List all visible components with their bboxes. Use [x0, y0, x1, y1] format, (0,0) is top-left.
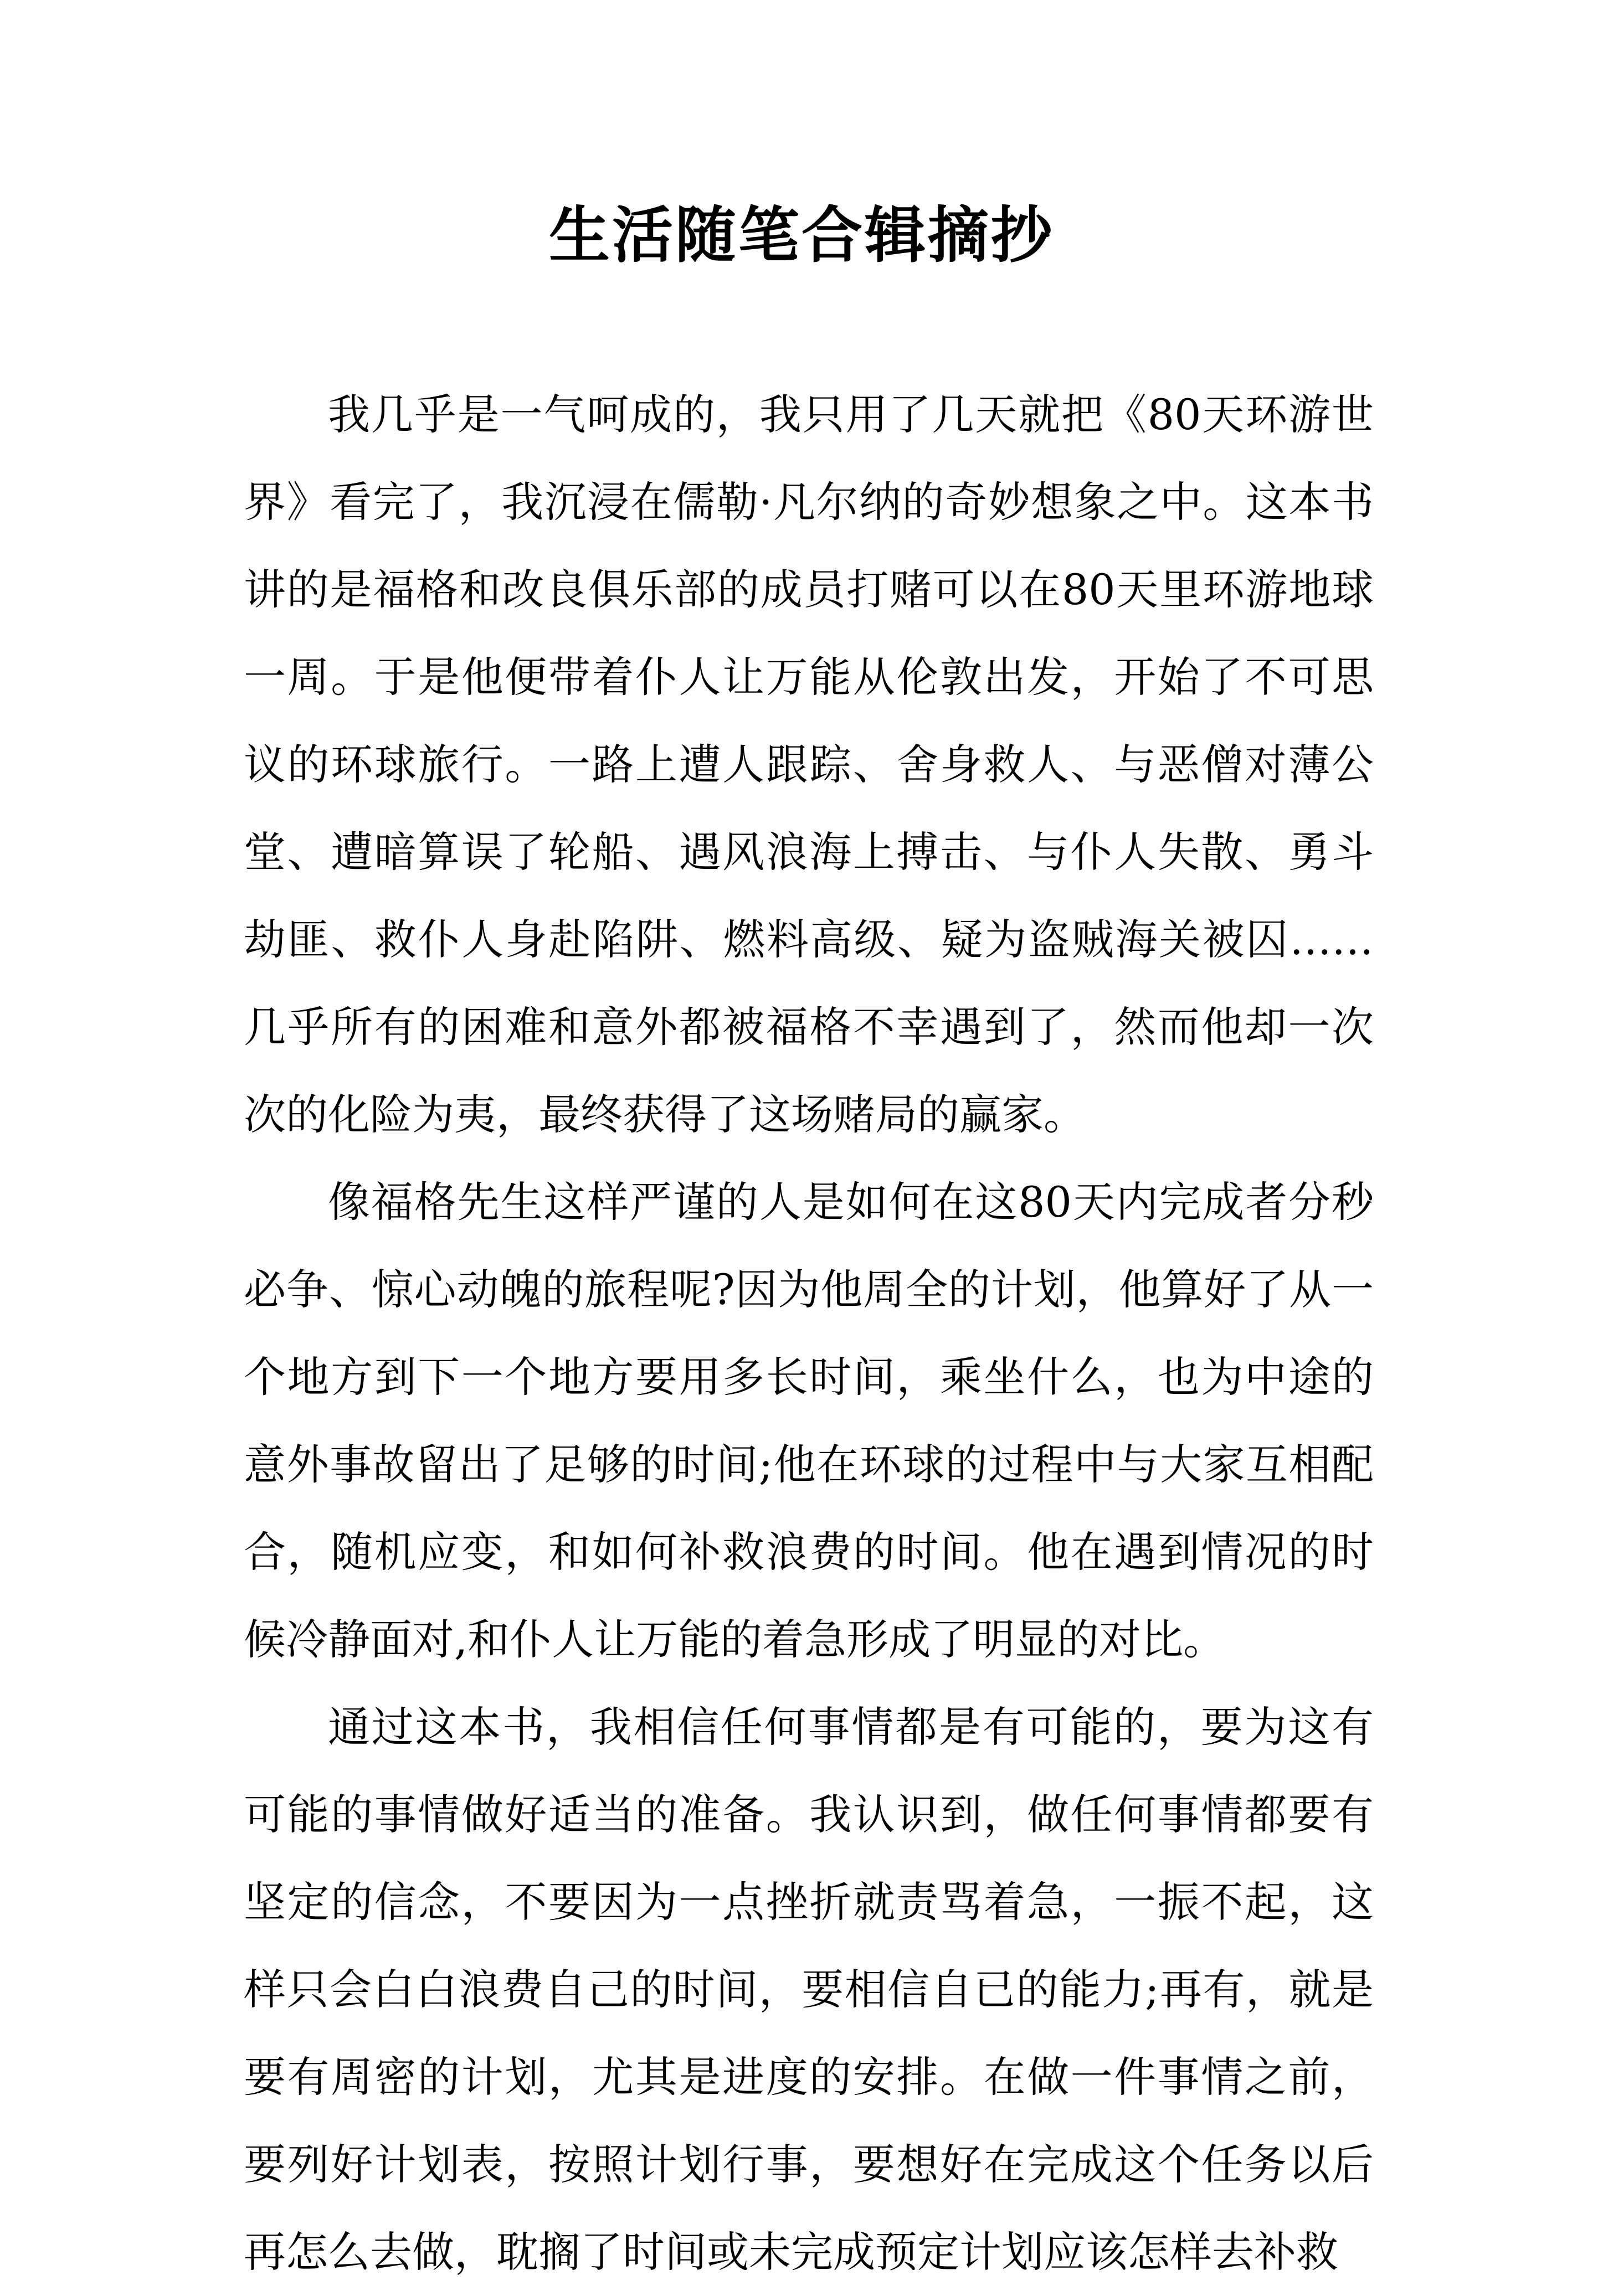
document-title: 生活随笔合辑摘抄 [549, 199, 1054, 271]
paragraph: 我几乎是一气呵成的，我只用了几天就把《80天环游世界》看完了，我沉浸在儒勒·凡尔纳的奇妙想象之中。这本书讲的是福格和改良俱乐部的成员打赌可以在80天里环游地球一周。于是他便带着仆人让万能从伦敦出发，开始了不可思议的环球旅行。一路上遭人跟踪、舍身救人、与恶僧对薄公堂、遭暗算误了轮船、遇风浪海上搏击、与仆人失散、勇斗劫匪、救仆人身赴陷阱、燃料高级、疑为盗贼海关被囚……几乎所有的困难和意外都被福格不幸遇到了，然而他却一次次的化险为夷，最终获得了这场赌局的赢家。 [244, 390, 1374, 1139]
paragraph: 像福格先生这样严谨的人是如何在这80天内完成者分秒必争、惊心动魄的旅程呢?因为他周全的计划，他算好了从一个地方到下一个地方要用多长时间，乘坐什么，也为中途的意外事故留出了足够的时间;他在环球的过程中与大家互相配合，随机应变，和如何补救浪费的时间。他在遇到情况的时候冷静面对,和仆人让万能的着急形成了明显的对比。 [244, 1177, 1374, 1664]
paragraph: 通过这本书，我相信任何事情都是有可能的，要为这有可能的事情做好适当的准备。我认识到，做任何事情都要有坚定的信念，不要因为一点挫折就责骂着急，一振不起，这样只会白白浪费自己的时间，要相信自已的能力;再有，就是要有周密的计划，尤其是进度的安排。在做一件事情之前，要列好计划表，按照计划行事，要想好在完成这个任务以后再怎么去做，耽搁了时间或未完成预定计划应该怎样去补救 [244, 1702, 1374, 2277]
document-body [244, 371, 1374, 2296]
